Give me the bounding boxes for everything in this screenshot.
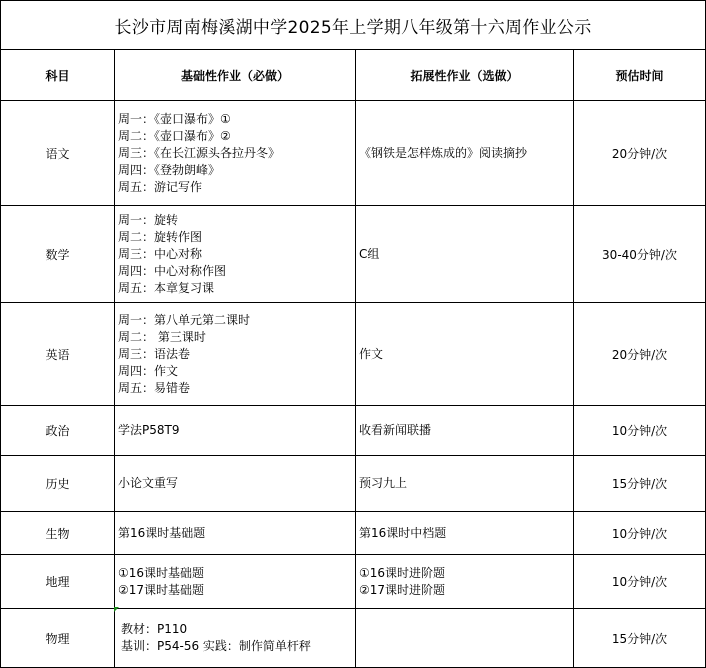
header-time: 预估时间 (574, 50, 706, 101)
time-cell: 10分钟/次 (574, 406, 706, 456)
subject-cell: 语文 (1, 101, 115, 206)
time-cell: 15分钟/次 (574, 456, 706, 512)
extended-homework-cell (356, 206, 574, 303)
basic-line: 周二：旋转作图 (118, 229, 203, 244)
table-body (1, 101, 706, 668)
table-row (1, 555, 706, 609)
basic-line: 周四：《登勃朗峰》 (118, 162, 221, 177)
basic-line: 基训：P54-56 实践：制作简单杆秤 (121, 639, 311, 653)
basic-homework-cell (115, 512, 356, 555)
basic-line: ②17课时基础题 (118, 582, 205, 597)
basic-homework-cell (115, 101, 356, 206)
table-row (1, 609, 706, 668)
subject-cell: 数学 (1, 206, 115, 303)
header-basic: 基础性作业（必做） (115, 50, 356, 101)
time-cell: 10分钟/次 (574, 555, 706, 609)
basic-line: 周三：中心对称 (118, 246, 203, 261)
time-cell: 30-40分钟/次 (574, 206, 706, 303)
extended-homework-cell (356, 456, 574, 512)
header-subject: 科目 (1, 50, 115, 101)
subject-cell: 历史 (1, 456, 115, 512)
basic-line: 周四：作文 (118, 363, 179, 378)
extended-homework-cell (356, 406, 574, 456)
subject-cell: 物理 (1, 609, 115, 668)
time-cell: 15分钟/次 (574, 609, 706, 668)
title-row (1, 1, 706, 50)
basic-line: 教材：P110 (121, 622, 188, 636)
basic-line: 学法P58T9 (118, 423, 180, 437)
table-row (1, 303, 706, 406)
subject-cell: 生物 (1, 512, 115, 555)
basic-line: 周二： 第三课时 (118, 329, 206, 344)
basic-homework-cell (115, 555, 356, 609)
basic-line: ①16课时基础题 (118, 565, 205, 580)
extended-line: 第16课时中档题 (359, 525, 447, 540)
extended-line: 《钢铁是怎样炼成的》阅读摘抄 (359, 145, 528, 160)
time-cell: 20分钟/次 (574, 303, 706, 406)
header-extended: 拓展性作业（选做） (356, 50, 574, 101)
cell-comment-marker (114, 607, 119, 612)
basic-line: 小论文重写 (118, 476, 179, 490)
basic-homework-cell (115, 609, 356, 668)
basic-line: 周三：《在长江源头各拉丹冬》 (118, 145, 281, 160)
basic-line: 周一：旋转 (118, 212, 179, 227)
extended-line: ①16课时进阶题 (359, 565, 446, 580)
basic-line: 周五：游记写作 (118, 179, 203, 194)
subject-cell: 地理 (1, 555, 115, 609)
page-title: 长沙市周南梅溪湖中学2025年上学期八年级第十六周作业公示 (1, 1, 706, 50)
subject-cell: 英语 (1, 303, 115, 406)
basic-homework-cell (115, 206, 356, 303)
extended-homework-cell (356, 555, 574, 609)
table-row (1, 512, 706, 555)
basic-homework-cell (115, 456, 356, 512)
basic-homework-cell (115, 303, 356, 406)
extended-line: 作文 (359, 346, 384, 361)
table-row (1, 406, 706, 456)
extended-homework-cell (356, 303, 574, 406)
basic-homework-cell (115, 406, 356, 456)
extended-homework-cell (356, 609, 574, 668)
extended-line: ②17课时进阶题 (359, 582, 446, 597)
basic-line: 周五：易错卷 (118, 380, 191, 395)
time-cell: 20分钟/次 (574, 101, 706, 206)
table-row (1, 456, 706, 512)
basic-line: 第16课时基础题 (118, 525, 206, 540)
basic-line: 周四：中心对称作图 (118, 263, 227, 278)
extended-homework-cell (356, 512, 574, 555)
basic-line: 周一：《壶口瀑布》① (118, 111, 231, 126)
basic-line: 周五：本章复习课 (118, 280, 215, 295)
table-row (1, 206, 706, 303)
time-cell: 10分钟/次 (574, 512, 706, 555)
table-row (1, 101, 706, 206)
subject-cell: 政治 (1, 406, 115, 456)
extended-line: C组 (359, 246, 380, 261)
basic-line: 周二：《壶口瀑布》② (118, 128, 231, 143)
basic-line: 周三：语法卷 (118, 346, 191, 361)
extended-line: 收看新闻联播 (359, 423, 432, 437)
header-row (1, 50, 706, 101)
extended-homework-cell (356, 101, 574, 206)
basic-line: 周一：第八单元第二课时 (118, 312, 251, 327)
extended-line: 预习九上 (359, 476, 408, 490)
